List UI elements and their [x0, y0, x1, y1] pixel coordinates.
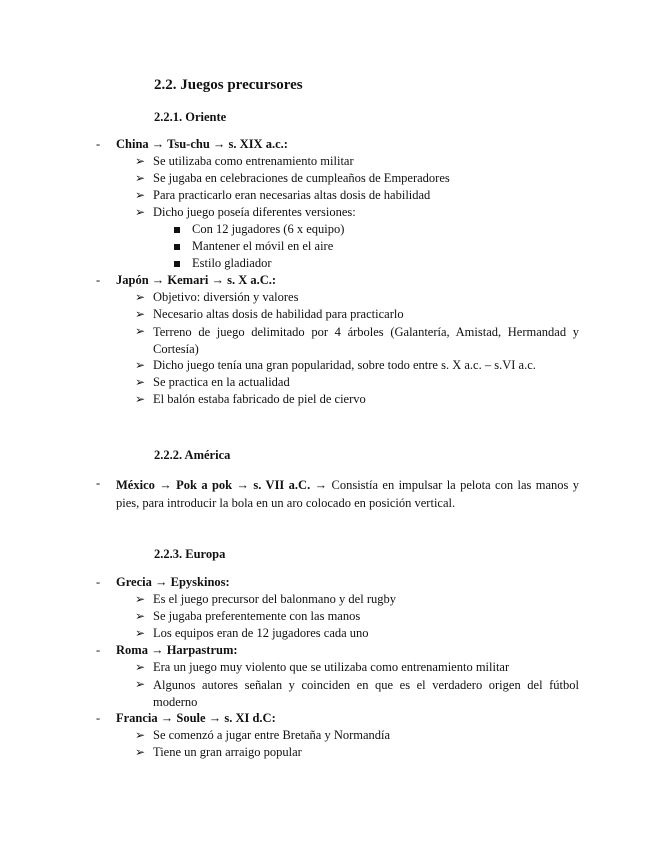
list-item: Era un juego muy violento que se utilizaba como entrenamiento militar [153, 660, 510, 674]
list-item: Es el juego precursor del balonmano y del rugby [153, 592, 396, 606]
list-dash: - [96, 575, 101, 589]
list-item: Estilo gladiador [192, 256, 272, 270]
list-item: Terreno de juego delimitado por 4 árboles (Galantería, Amistad, Hermandad y Cortesía) [153, 325, 579, 356]
arrow-bullet-icon: ➢ [135, 660, 146, 674]
list-item: Se jugaba en celebraciones de cumpleaños de Emperadores [153, 171, 450, 185]
item-mexico [116, 476, 579, 512]
section-title: 2.2. Juegos precursores [154, 77, 303, 93]
arrow-bullet-icon: ➢ [135, 171, 146, 185]
heading-america: 2.2.2. América [154, 448, 231, 462]
item-mexico-text: → Consistía en impulsar la pelota con las manos y pies, para introducir la bola en un aro colocado en posición vertical. [116, 478, 580, 510]
list-item: Se jugaba preferentemente con las manos [153, 609, 361, 623]
item-francia-title: Francia → Soule → s. XI d.C: [116, 711, 276, 725]
list-item: Para practicarlo eran necesarias altas dosis de habilidad [153, 188, 431, 202]
list-item: Se comenzó a jugar entre Bretaña y Normandía [153, 728, 391, 742]
arrow-bullet-icon: ➢ [135, 745, 146, 759]
heading-europa: 2.2.3. Europa [154, 547, 226, 561]
list-item: Objetivo: diversión y valores [153, 290, 299, 304]
item-china-title: China → Tsu-chu → s. XIX a.c.: [116, 137, 288, 151]
arrow-bullet-icon: ➢ [135, 392, 146, 406]
item-japon-title: Japón → Kemari → s. X a.C.: [116, 273, 277, 287]
list-dash: - [96, 273, 101, 287]
list-dash: - [96, 137, 101, 151]
arrow-bullet-icon: ➢ [135, 205, 146, 219]
list-item: Necesario altas dosis de habilidad para practicarlo [153, 307, 404, 321]
arrow-bullet-icon: ➢ [135, 324, 146, 338]
list-item: Algunos autores señalan y coinciden en que es el verdadero origen del fútbol moderno [153, 678, 579, 709]
list-item: Dicho juego tenía una gran popularidad, sobre todo entre s. X a.c. – s.VI a.c. [153, 358, 536, 372]
square-bullet-icon [174, 261, 180, 267]
list-dash: - [96, 711, 101, 725]
item-roma-title: Roma → Harpastrum: [116, 643, 238, 657]
arrow-bullet-icon: ➢ [135, 358, 146, 372]
square-bullet-icon [174, 227, 180, 233]
list-dash: - [96, 643, 101, 657]
list-item: Con 12 jugadores (6 x equipo) [192, 222, 345, 236]
square-bullet-icon [174, 244, 180, 250]
item-grecia-title: Grecia → Epyskinos: [116, 575, 230, 589]
arrow-bullet-icon: ➢ [135, 626, 146, 640]
arrow-bullet-icon: ➢ [135, 609, 146, 623]
list-item: Tiene un gran arraigo popular [153, 745, 302, 759]
arrow-bullet-icon: ➢ [135, 290, 146, 304]
item-mexico-title: México → Pok a pok → s. VII a.C. [116, 478, 311, 492]
list-item: Dicho juego poseía diferentes versiones: [153, 205, 356, 219]
arrow-bullet-icon: ➢ [135, 592, 146, 606]
arrow-bullet-icon: ➢ [135, 728, 146, 742]
arrow-bullet-icon: ➢ [135, 677, 146, 691]
list-dash: - [96, 476, 101, 490]
arrow-bullet-icon: ➢ [135, 188, 146, 202]
arrow-bullet-icon: ➢ [135, 375, 146, 389]
heading-oriente: 2.2.1. Oriente [154, 110, 227, 124]
list-item: Se practica en la actualidad [153, 375, 290, 389]
list-item: El balón estaba fabricado de piel de ciervo [153, 392, 366, 406]
list-item: Mantener el móvil en el aire [192, 239, 334, 253]
list-item: Los equipos eran de 12 jugadores cada uno [153, 626, 369, 640]
list-item: Se utilizaba como entrenamiento militar [153, 154, 354, 168]
arrow-bullet-icon: ➢ [135, 307, 146, 321]
arrow-bullet-icon: ➢ [135, 154, 146, 168]
